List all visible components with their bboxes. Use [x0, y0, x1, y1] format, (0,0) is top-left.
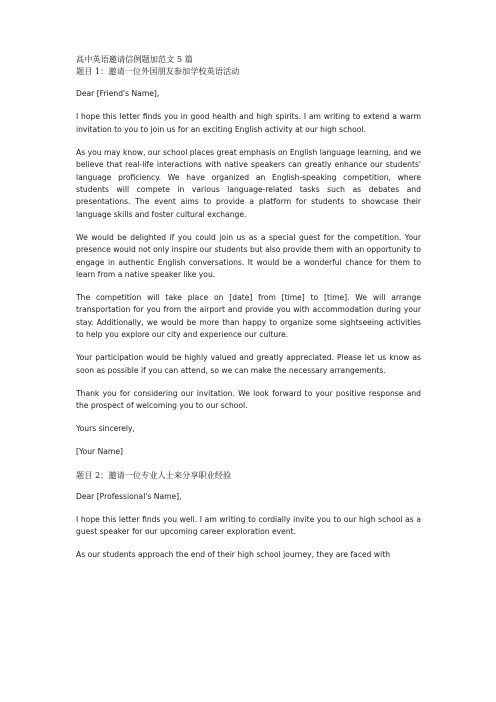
- signature: [Your Name]: [76, 447, 123, 457]
- paragraph-6: Thank you for considering our invitation. We look forward to your positive response and the prospect of welcoming you to our school.: [76, 388, 421, 411]
- paragraph-2: As you may know, our school places great emphasis on English language learning, and we believe that real-life interactions with native speakers can greatly enhance our students' language proficiency. We have organized an English-speaking competition, where students will compete in various language-related tasks such as debates and presentations. The event aims to provide a platform for students to showcase their language skills and foster cultural exchange.: [76, 147, 421, 219]
- paragraph-1: I hope this letter finds you in good health and high spirits. I am writing to extend a warm invitation to you to join us for an exciting English activity at our high school.: [76, 112, 421, 134]
- paragraph-4: The competition will take place on [date] from [time] to [time]. We will arrange transportation for you from the airport and provide you with accommodation during your stay. Additionally, we would be more than happy to organize some sightseeing activities to help you explore our city and experience our culture.: [76, 293, 421, 340]
- document-body: [76, 53, 421, 572]
- paragraph-8: As our students approach the end of their high school journey, they are faced with: [76, 549, 391, 559]
- closing: Yours sincerely,: [76, 424, 135, 434]
- document-title: 高中英语邀请信例题加范文 5 篇: [76, 54, 193, 64]
- topic-2-heading: 题目 2：邀请一位专业人士来分享职业经验: [76, 470, 232, 481]
- paragraph-3: We would be delighted if you could join us as a special guest for the competition. Your presence would not only inspire our students but also provide them with an opportunity to engage in authentic English conversations. It would be a wonderful chance for them to learn from a native speaker like you.: [76, 232, 421, 280]
- salutation-2: Dear [Professional's Name],: [76, 491, 182, 501]
- topic-1-heading: 题目 1：邀请一位外国朋友参加学校英语活动: [76, 66, 240, 77]
- paragraph-7: I hope this letter finds you well. I am writing to cordially invite you to our high school as a guest speaker for our upcoming career exploration event.: [76, 514, 421, 536]
- paragraph-5: Your participation would be highly valued and greatly appreciated. Please let us know as soon as possible if you can attend, so we can make the necessary arrangements.: [76, 353, 421, 375]
- salutation-1: Dear [Friend's Name],: [76, 89, 160, 99]
